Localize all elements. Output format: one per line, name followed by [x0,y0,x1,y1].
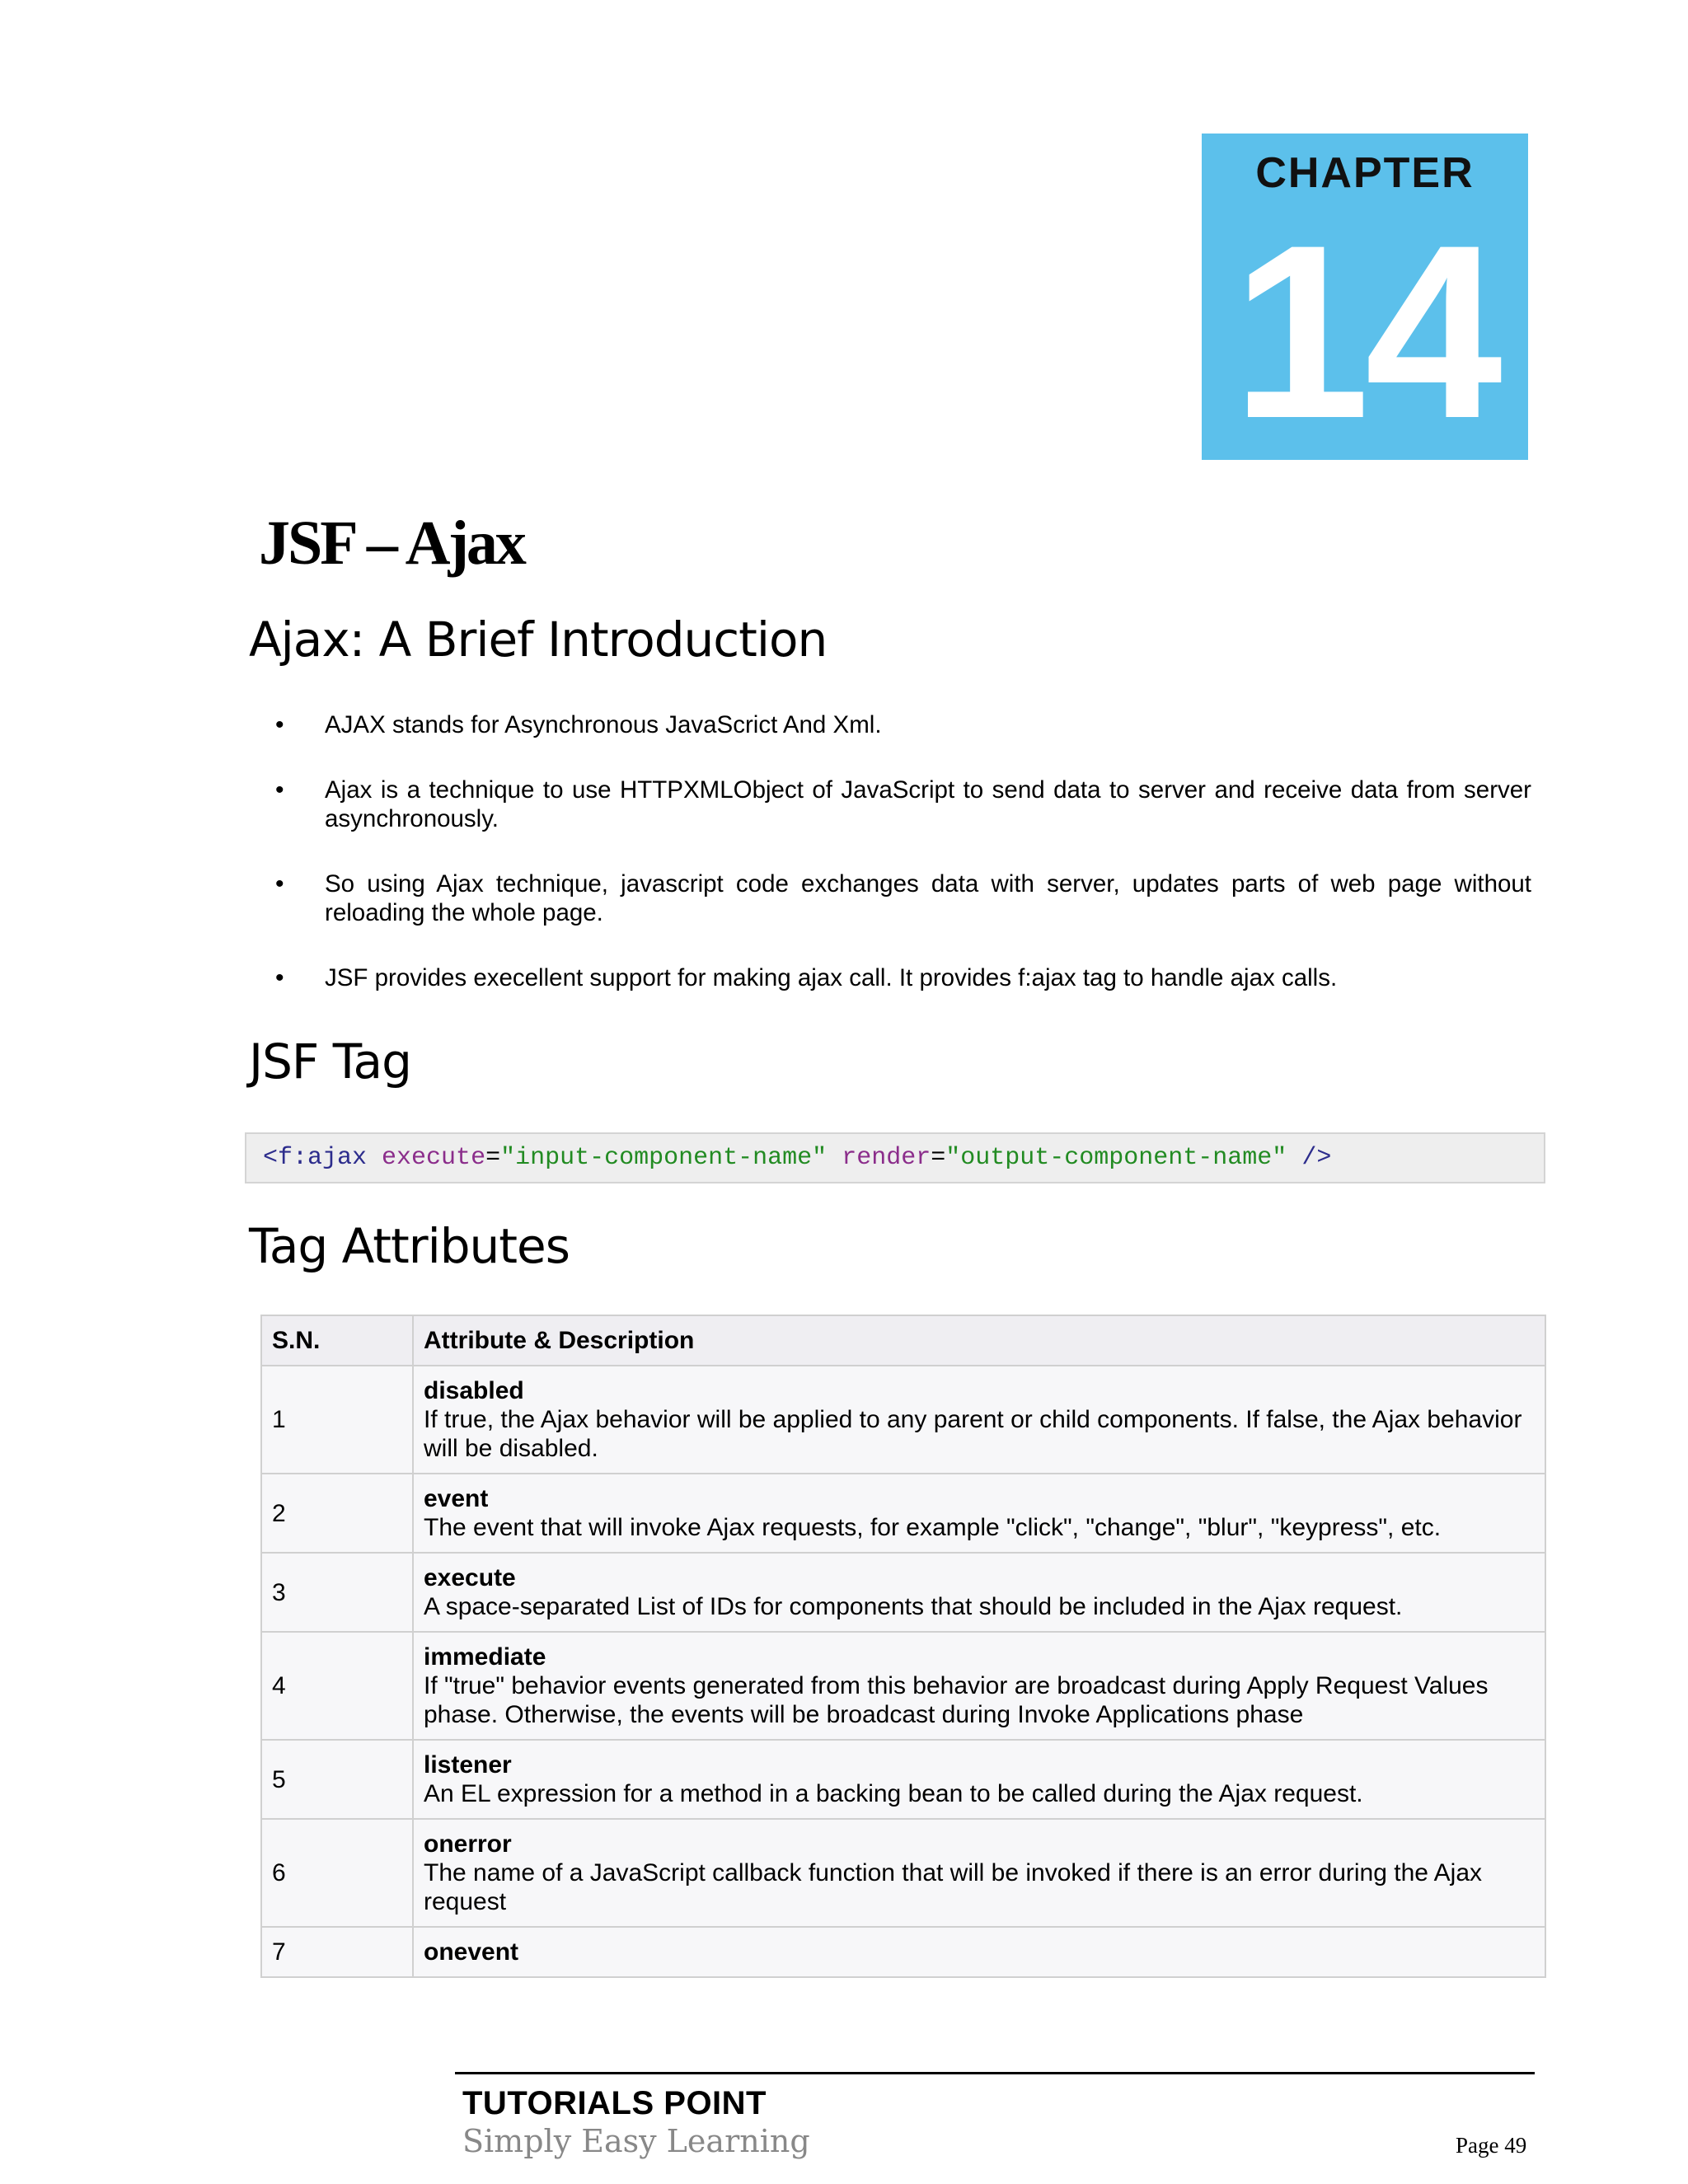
code-tag-open: <f:ajax [263,1144,368,1172]
attribute-description: The name of a JavaScript callback function that will be invoked if there is an error during the Ajax request [424,1859,1483,1915]
row-sn: 5 [261,1740,413,1819]
intro-bullet-list [272,710,1531,1029]
code-attr-execute: execute [382,1144,486,1172]
attribute-name: listener [424,1751,512,1779]
code-tag-close: /> [1301,1144,1332,1172]
row-attribute [413,1740,1545,1819]
row-attribute [413,1819,1545,1927]
row-sn: 3 [261,1553,413,1632]
table-row [261,1819,1545,1927]
row-attribute [413,1474,1545,1553]
row-sn: 1 [261,1366,413,1474]
list-item [272,963,1531,992]
column-header-attribute: Attribute & Description [413,1315,1545,1366]
table-row [261,1632,1545,1740]
attribute-name: execute [424,1564,516,1591]
bullet-text: AJAX stands for Asynchronous JavaScrict And Xml. [325,711,882,738]
bullet-text: So using Ajax technique, javascript code exchanges data with server, updates parts of web page without reloading the whole page. [325,870,1531,926]
footer-slogan: Simply Easy Learning [462,2123,810,2159]
attribute-description: If "true" behavior events generated from this behavior are broadcast during Apply Request Values phase. Otherwise, the events will be broadcast during Invoke Applications phase [424,1672,1489,1728]
section-heading-tag-attributes: Tag Attributes [249,1218,570,1274]
attribute-name: disabled [424,1377,524,1404]
list-item [272,869,1531,927]
bullet-text: JSF provides execellent support for making ajax call. It provides f:ajax tag to handle ajax calls. [325,964,1338,991]
row-sn: 2 [261,1474,413,1553]
footer-divider [455,2072,1535,2074]
table-row [261,1927,1545,1977]
row-attribute [413,1632,1545,1740]
attribute-description: If true, the Ajax behavior will be applied to any parent or child components. If false, the Ajax behavior will be disabled. [424,1406,1522,1462]
section-heading-intro: Ajax: A Brief Introduction [249,612,828,668]
attribute-name: event [424,1485,489,1512]
attribute-description: An EL expression for a method in a backing bean to be called during the Ajax request. [424,1780,1363,1807]
chapter-number: 14 [1232,193,1498,470]
table-row [261,1553,1545,1632]
code-value-render: "output-component-name" [945,1144,1287,1172]
table-row [261,1366,1545,1474]
chapter-badge [1202,134,1528,470]
bullet-text: Ajax is a technique to use HTTPXMLObject of JavaScript to send data to server and receive data from server asynchronously. [325,776,1531,832]
attributes-table [260,1315,1546,1978]
page-title: JSF – Ajax [259,509,524,578]
column-header-sn: S.N. [261,1315,413,1366]
bullet-icon: • [275,776,284,804]
row-sn: 4 [261,1632,413,1740]
bullet-icon: • [275,964,284,991]
attribute-description: A space-separated List of IDs for components that should be included in the Ajax request. [424,1593,1403,1620]
attribute-name: immediate [424,1643,546,1671]
list-item [272,710,1531,739]
row-attribute [413,1366,1545,1474]
row-attribute [413,1553,1545,1632]
bullet-icon: • [275,870,284,898]
row-sn: 7 [261,1927,413,1977]
table-header-row [261,1315,1545,1366]
footer-brand: TUTORIALS POINT [462,2085,767,2121]
code-block: <f:ajax execute="input-component-name" render="output-component-name" /> [245,1132,1545,1183]
row-sn: 6 [261,1819,413,1927]
bullet-icon: • [275,711,284,738]
chapter-label: CHAPTER [1255,149,1475,197]
attribute-name: onerror [424,1830,512,1858]
table-row [261,1740,1545,1819]
row-attribute [413,1927,1545,1977]
section-heading-jsf-tag: JSF Tag [249,1033,411,1090]
code-value-execute: "input-component-name" [500,1144,828,1172]
code-attr-render: render [842,1144,931,1172]
attribute-description: The event that will invoke Ajax requests, for example "click", "change", "blur", "keypress", etc. [424,1514,1442,1541]
table-row [261,1474,1545,1553]
list-item [272,776,1531,833]
attribute-name: onevent [424,1938,519,1966]
page-number: Page 49 [1456,2133,1527,2158]
